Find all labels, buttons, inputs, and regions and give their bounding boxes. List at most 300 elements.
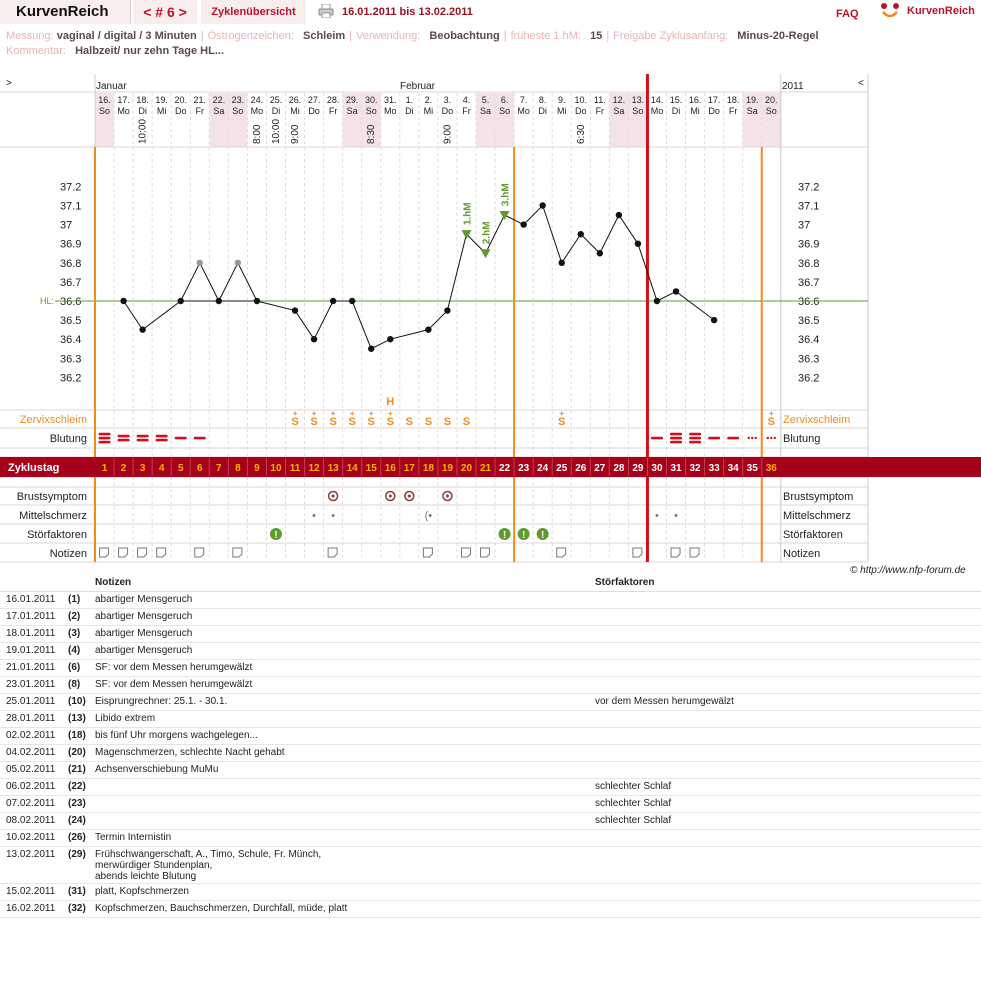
row-label-midpain: Mittelschmerz [783,510,851,522]
meta-label: Kommentar: [6,45,66,57]
note-row [0,643,981,660]
note-row [0,762,981,779]
meta-value: 15 [590,30,603,42]
meta-label: Messung: [6,30,54,42]
cycle-day-number: 15 [365,463,377,474]
cervix-mark: S [767,416,775,428]
date-label: 22. [212,95,226,105]
date-range: 16.01.2011 bis 13.02.2011 [342,6,473,18]
weekday-label: Mi [690,106,700,116]
temperature-point [444,307,450,313]
bleeding-mark [689,441,701,444]
row-label-cycleday: Zyklustag [8,462,60,474]
temperature-point [120,298,126,304]
note-icon[interactable] [138,548,147,557]
measure-time: 8:30 [366,124,378,144]
y-tick-right: 37.1 [798,200,820,213]
note-date: 02.02.2011 [6,730,56,741]
note-row [0,711,981,728]
note-cycle-day: (29) [68,849,86,860]
weekday-label: So [365,106,377,116]
date-label: 18. [136,95,149,105]
higher-temp-label: 3.hM [500,183,512,207]
cycle-day-number: 36 [765,463,777,474]
note-icon[interactable] [690,548,699,557]
y-tick-left: 36.2 [60,372,82,385]
y-tick-right: 37 [798,219,811,232]
note-disturb: schlechter Schlaf [595,798,672,809]
weekday-label: Sa [480,106,492,116]
bleeding-mark [689,433,701,436]
disturbance-icon: ! [502,530,507,541]
bleeding-mark [175,437,187,440]
disturbance-icon: ! [274,530,278,541]
row-label-bleeding: Blutung [49,433,87,445]
note-cycle-day: (2) [68,611,81,622]
cycle-navigator[interactable]: < # 6 > [133,0,197,24]
y-tick-right: 36.9 [798,238,820,251]
y-tick-right: 36.4 [798,334,820,347]
y-tick-left: 37.2 [60,181,82,194]
y-tick-left: 36.6 [60,296,82,308]
note-disturb: vor dem Messen herumgewälzt [595,696,734,707]
note-icon[interactable] [100,548,109,557]
note-date: 23.01.2011 [6,679,56,690]
date-label: 5. [481,95,490,105]
bleeding-mark [194,437,206,440]
comment-value: Halbzeit/ nur zehn Tage HL... [75,45,225,57]
note-date: 10.02.2011 [6,832,56,843]
note-icon[interactable] [481,548,490,557]
bleeding-mark [670,437,682,440]
peak-marker: H [386,396,395,408]
temperature-point [387,336,393,342]
cycle-day-number: 28 [613,463,625,474]
bleeding-mark [99,433,111,436]
note-text: Termin Internistin [95,832,172,843]
top-bar [0,0,981,26]
note-row [0,592,981,609]
note-cycle-day: (32) [68,903,86,914]
cervix-mark: S [310,416,318,428]
cycle-day-number: 34 [727,463,739,474]
printer-icon[interactable] [318,4,334,18]
note-date: 13.02.2011 [6,849,56,860]
note-row [0,694,981,711]
y-tick-left: 36.8 [60,257,82,270]
cycle-overview-link[interactable]: Zyklenübersicht [201,0,306,24]
date-label: 26. [288,95,302,105]
row-label-disturb: Störfaktoren [783,529,843,541]
measure-time: 9:00 [442,124,454,144]
cycle-day-number: 32 [689,463,701,474]
note-row [0,779,981,796]
cycle-day-number: 14 [346,463,358,474]
note-date: 05.02.2011 [6,764,56,775]
cycle-day-number: 8 [235,463,241,474]
note-row [0,847,981,884]
note-text: platt, Kopfschmerzen [95,886,189,897]
meta-label: früheste 1.hM: [510,30,581,42]
date-label: 19. [745,95,759,105]
temperature-point [559,260,565,266]
date-label: 29. [345,95,359,105]
bleeding-mark [774,437,776,439]
y-tick-right: 36.8 [798,257,820,270]
y-tick-left: 36.4 [60,334,82,347]
note-row [0,796,981,813]
temperature-point [711,317,717,323]
temperature-point [292,307,298,313]
cervix-plus: + [292,409,298,418]
weekday-label: So [99,106,111,116]
note-text: abartiger Mensgeruch [95,594,193,605]
weekday-label: Fr [595,106,605,116]
note-text: Eisprungrechner: 25.1. - 30.1. [95,696,228,707]
weekday-label: Do [174,106,187,116]
date-label: 10. [574,95,588,105]
meta-value: Minus-20-Regel [737,30,819,42]
date-label: 8. [538,95,547,105]
cervix-plus: + [368,409,374,418]
prev-cycle-arrow[interactable]: > [6,78,12,89]
note-row [0,677,981,694]
weekday-label: Mo [650,106,664,116]
row-label-bleeding: Blutung [783,433,821,445]
weekday-label: Mi [556,106,567,116]
row-label-breast: Brustsymptom [16,491,87,503]
note-date: 06.02.2011 [6,781,56,792]
weekday-label: Mo [250,106,264,116]
row-label-cervix: Zervixschleim [783,414,851,426]
date-label: 27. [307,95,321,105]
temperature-point [197,260,203,266]
note-text [95,779,575,782]
date-label: 9. [557,95,566,105]
note-disturb: schlechter Schlaf [595,815,672,826]
y-tick-right: 36.5 [798,315,820,328]
y-tick-left: 37 [60,219,73,232]
weekday-label: Fr [328,106,338,116]
date-label: 28. [326,95,340,105]
note-cycle-day: (20) [68,747,86,758]
cervix-mark: S [558,416,566,428]
note-text [95,813,575,816]
higher-temp-label: 2.hM [481,221,493,245]
note-cycle-day: (10) [68,696,86,707]
temperature-point [425,326,431,332]
cycle-day-number: 23 [518,463,530,474]
note-date: 07.02.2011 [6,798,56,809]
cycle-day-number: 27 [594,463,606,474]
y-tick-left: 36.7 [60,276,82,289]
bleeding-mark [748,437,750,439]
note-text: abartiger Mensgeruch [95,611,193,622]
date-label: 24. [250,95,264,105]
measure-time: 10:00 [270,118,282,144]
date-label: 7. [519,95,528,105]
note-icon[interactable] [328,548,337,557]
cervix-plus: + [387,409,393,418]
note-icon[interactable] [633,548,642,557]
date-label: 13. [631,95,645,105]
weekday-label: So [499,106,511,116]
note-cycle-day: (4) [68,645,81,656]
cycle-day-number: 31 [670,463,682,474]
weekday-label: So [765,106,777,116]
cycle-day-number: 10 [270,463,282,474]
cycle-day-number: 9 [254,463,260,474]
note-icon[interactable] [557,548,566,557]
note-text: abartiger Mensgeruch [95,645,193,656]
note-icon[interactable] [195,548,204,557]
bleeding-mark [670,441,682,444]
temperature-point [330,298,336,304]
note-row [0,728,981,745]
temperature-point [311,336,317,342]
date-label: 17. [707,95,721,105]
cervix-mark: S [462,416,471,428]
disturbance-icon: ! [541,530,545,541]
note-row [0,626,981,643]
bleeding-mark [99,441,111,444]
note-icon[interactable] [157,548,166,557]
note-cycle-day: (23) [68,798,86,809]
note-date: 19.01.2011 [6,645,56,656]
weekday-label: Mi [423,106,434,116]
cycle-day-number: 20 [460,463,473,474]
disturbance-icon: ! [521,530,526,541]
date-label: 25. [269,95,283,105]
temperature-point [616,212,622,218]
note-date: 21.01.2011 [6,662,56,673]
row-label-notes: Notizen [49,548,87,560]
note-text: bis fünf Uhr morgens wachgelegen... [95,730,258,741]
date-label: 3. [443,95,452,105]
notes-table [0,576,981,918]
note-row [0,901,981,918]
bleeding-mark [689,437,701,440]
year-label: 2011 [782,81,804,92]
date-label: 20. [765,95,778,105]
bleeding-mark [751,437,753,439]
app-title[interactable]: KurvenReich [0,0,131,24]
cycle-day-number: 16 [384,463,396,474]
note-cycle-day: (8) [68,679,81,690]
date-label: 23. [231,95,245,105]
note-icon[interactable] [423,548,432,557]
weekday-label: Do [708,106,720,116]
note-row [0,813,981,830]
cycle-day-number: 5 [177,463,184,474]
cover-line-label: HL: [40,296,55,306]
bleeding-mark [727,437,739,440]
meta-value: Beobachtung [429,30,500,42]
weekday-label: Sa [613,106,625,116]
cervix-mark: S [405,416,413,428]
temperature-point [635,241,641,247]
cycle-day-number: 4 [158,463,165,474]
note-date: 04.02.2011 [6,747,56,758]
note-icon[interactable] [671,548,680,557]
cycle-day-number: 30 [651,463,663,474]
weekday-label: So [232,106,244,116]
note-date: 08.02.2011 [6,815,56,826]
date-label: 17. [117,95,130,105]
note-cycle-day: (21) [68,764,86,775]
weekday-label: Mo [384,106,397,116]
bleeding-mark [118,439,130,442]
date-label: 4. [462,95,471,105]
row-label-cervix: Zervixschleim [19,414,87,426]
temperature-point [254,298,260,304]
note-row [0,884,981,901]
faq-link[interactable]: FAQ [836,8,859,20]
note-text: Achsenverschiebung MuMu [95,764,219,775]
cycle-day-number: 24 [537,463,549,474]
note-cycle-day: (31) [68,886,86,897]
weekday-label: Fr [462,106,471,116]
note-cycle-day: (6) [68,662,81,673]
note-text [95,796,575,799]
weekday-label: Mi [290,106,300,116]
midpain-icon: • [331,510,336,522]
note-text: Magenschmerzen, schlechte Nacht gehabt [95,747,285,758]
cervix-plus: + [768,409,774,418]
weekday-label: Mo [117,106,130,116]
midpain-icon: (• [424,510,433,522]
note-date: 15.02.2011 [6,886,56,897]
y-tick-left: 36.3 [60,353,82,366]
logo-text[interactable]: KurvenReich [907,5,975,17]
note-row [0,830,981,847]
cervix-plus: + [559,409,565,418]
temperature-point [673,288,679,294]
temperature-point [654,298,660,304]
note-text: SF: vor dem Messen herumgewälzt [95,679,253,690]
note-row [0,745,981,762]
cycle-day-number: 22 [499,463,511,474]
bleeding-mark [137,435,149,438]
note-date: 16.02.2011 [6,903,56,914]
note-date: 28.01.2011 [6,713,56,724]
cycle-day-number: 17 [403,463,415,474]
bleeding-mark [770,437,772,439]
cervix-plus: + [349,409,355,418]
note-icon[interactable] [119,548,128,557]
note-icon[interactable] [233,548,242,557]
bleeding-mark [767,437,769,439]
note-cycle-day: (24) [68,815,86,826]
date-label: 16. [98,95,111,105]
weekday-label: Do [575,106,587,116]
weekday-label: Fr [728,106,738,116]
temperature-point [520,221,526,227]
date-label: 16. [688,95,702,105]
cycle-day-number: 11 [289,463,301,474]
weekday-label: Di [271,106,281,116]
date-label: 12. [612,95,626,105]
cycle-day-number: 3 [139,463,146,474]
note-text: Kopfschmerzen, Bauchschmerzen, Durchfall, müde, platt [95,903,348,914]
weekday-label: Di [671,106,681,116]
date-label: 1. [405,95,414,105]
row-label-midpain: Mittelschmerz [19,510,87,522]
bleeding-mark [118,435,130,438]
cycle-day-number: 18 [422,463,434,474]
date-label: 11. [593,95,606,105]
cycle-day-number: 12 [308,463,320,474]
meta-label: Östrogenzeichen: [207,30,294,42]
date-label: 14. [650,95,664,105]
weekday-label: Mo [517,106,530,116]
bleeding-mark [156,435,168,438]
measure-time: 6:30 [575,124,587,144]
note-cycle-day: (18) [68,730,86,741]
notes-table-header [0,576,981,592]
note-cycle-day: (13) [68,713,86,724]
breast-symptom-icon [389,495,392,498]
y-tick-right: 37.2 [798,181,820,194]
y-tick-right: 36.6 [798,296,820,308]
cervix-plus: + [311,409,317,418]
temperature-point [139,326,145,332]
weekday-label: Di [138,106,147,116]
note-cycle-day: (3) [68,628,81,639]
bleeding-mark [156,439,168,442]
date-label: 15. [669,95,683,105]
cycle-day-number: 29 [632,463,644,474]
higher-temp-label: 1.hM [462,202,474,226]
date-label: 20. [174,95,187,105]
cervix-mark: S [367,416,375,428]
midpain-icon: • [674,510,678,522]
note-text: SF: vor dem Messen herumgewälzt [95,662,253,673]
copyright: © http://www.nfp-forum.de [850,565,966,576]
cycle-day-number: 25 [556,463,568,474]
note-icon[interactable] [461,548,470,557]
weekday-label: Di [538,106,547,116]
date-label: 2. [424,95,433,105]
bleeding-mark [755,437,757,439]
next-cycle-arrow[interactable]: < [858,78,864,89]
cervix-mark: S [424,416,433,428]
meta-value: Schleim [302,30,346,42]
temperature-point [539,202,545,208]
y-tick-left: 36.9 [60,238,82,251]
cervix-mark: S [329,416,337,428]
note-date: 18.01.2011 [6,628,56,639]
bleeding-mark [651,437,663,440]
midpain-icon: • [655,510,659,522]
cycle-day-number: 7 [216,463,222,474]
midpain-icon: • [312,510,317,522]
cycle-meta-row-2 [6,45,224,57]
note-date: 16.01.2011 [6,594,56,605]
y-tick-right: 36.7 [798,276,820,289]
row-label-notes: Notizen [783,548,821,560]
note-disturb: schlechter Schlaf [595,781,672,792]
y-tick-right: 36.2 [798,372,820,385]
note-text: Libido extrem [95,713,156,724]
weekday-label: Do [441,106,454,116]
temperature-point [349,298,355,304]
month-label: Januar [96,81,127,92]
weekday-label: Sa [346,106,358,116]
cycle-chart [0,74,981,564]
breast-symptom-icon [408,495,411,498]
date-label: 31. [384,95,397,105]
